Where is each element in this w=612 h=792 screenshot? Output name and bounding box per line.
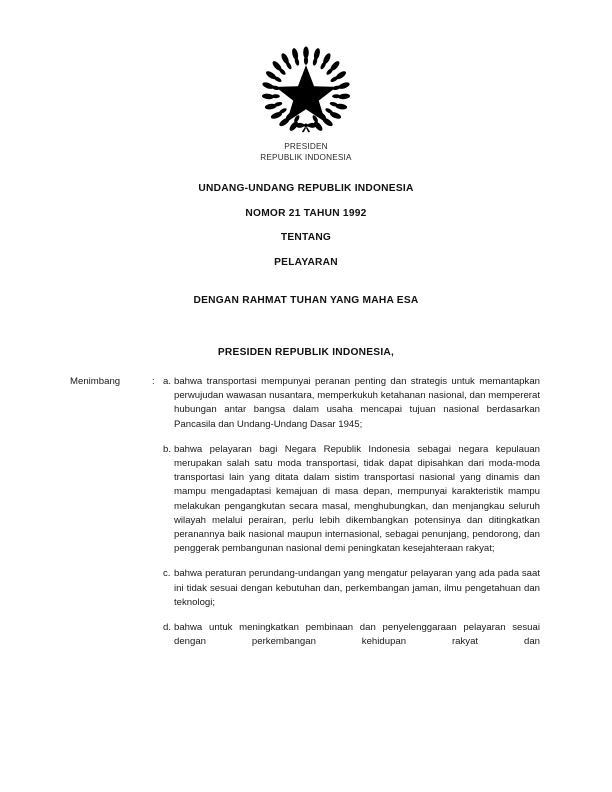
emblem-caption-line-2: REPUBLIK INDONESIA: [260, 152, 352, 162]
indonesian-presidential-star-wreath-emblem: [259, 44, 353, 138]
considering-item-c: [163, 567, 540, 610]
considering-section: [70, 375, 540, 664]
item-text-c: bahwa peraturan perundang-undangan yang mengatur pelayaran yang ada pada saat ini tidak sesuai dengan kebutuhan dan, perkembangan jaman, ilmu pengetahuan dan teknologi;: [174, 568, 540, 608]
preamble-blessing: DENGAN RAHMAT TUHAN YANG MAHA ESA: [193, 295, 419, 306]
considering-item-d: [163, 621, 540, 664]
document-title-block: [0, 183, 612, 269]
considering-colon: :: [152, 376, 155, 387]
title-about-label: TENTANG: [280, 232, 332, 243]
considering-row: [70, 375, 540, 664]
emblem-caption: [0, 142, 612, 163]
item-marker-d: d.: [163, 622, 172, 634]
considering-label: Menimbang: [70, 376, 121, 387]
preamble-block: [0, 295, 612, 359]
item-marker-a: a.: [163, 376, 172, 387]
title-law-type: UNDANG-UNDANG REPUBLIK INDONESIA: [198, 183, 414, 194]
item-text-b: bahwa pelayaran bagi Negara Republik Indonesia sebagai negara kepulauan merupakan salah satu moda transportasi, tidak dapat dipisahkan dari moda-moda transportasi lain yang ditata dalam sistim transportasi nasional yang dinamis dan mampu mengadaptasi kemajuan di masa depan, mempunyai karakteristik mampu melakukan pengangkutan secara masal, menghubungkan, dan menjangkau seluruh wilayah melalui perairan, perlu lebih dikembangkan potensinya dan ditingkatkan peranannya baik nasional maupun internasional, sebagai penunjang, pendorong, dan penggerak pembangunan nasional demi peningkatan kesejahteraan rakyat;: [174, 443, 540, 555]
item-text-a: bahwa transportasi mempunyai peranan penting dan strategis untuk memantapkan perwujudan wawasan nusantara, memperkukuh ketahanan nasional, dan mempererat hubungan antar bangsa dalam usaha mencapai tujuan nasional berdasarkan Pancasila dan Undang-Undang Dasar 1945;: [174, 376, 540, 430]
considering-item-a: [163, 375, 540, 432]
emblem-caption-line-1: PRESIDEN: [284, 142, 328, 151]
considering-item-b: [163, 443, 540, 557]
considering-items: [163, 375, 540, 664]
preamble-spacer: [0, 307, 612, 347]
wreath-bow: [296, 123, 316, 132]
item-text-d: bahwa untuk meningkatkan pembinaan dan penyelenggaraan pelayaran sesuai dengan perkembangan kehidupan rakyat dan: [174, 622, 540, 648]
item-marker-b: b.: [163, 443, 172, 455]
preamble-authority: PRESIDEN REPUBLIK INDONESIA,: [217, 347, 395, 358]
item-marker-c: c.: [163, 568, 171, 580]
title-law-subject: PELAYARAN: [274, 256, 338, 268]
letterhead-emblem-block: [0, 44, 612, 163]
title-law-number: NOMOR 21 TAHUN 1992: [245, 207, 367, 219]
